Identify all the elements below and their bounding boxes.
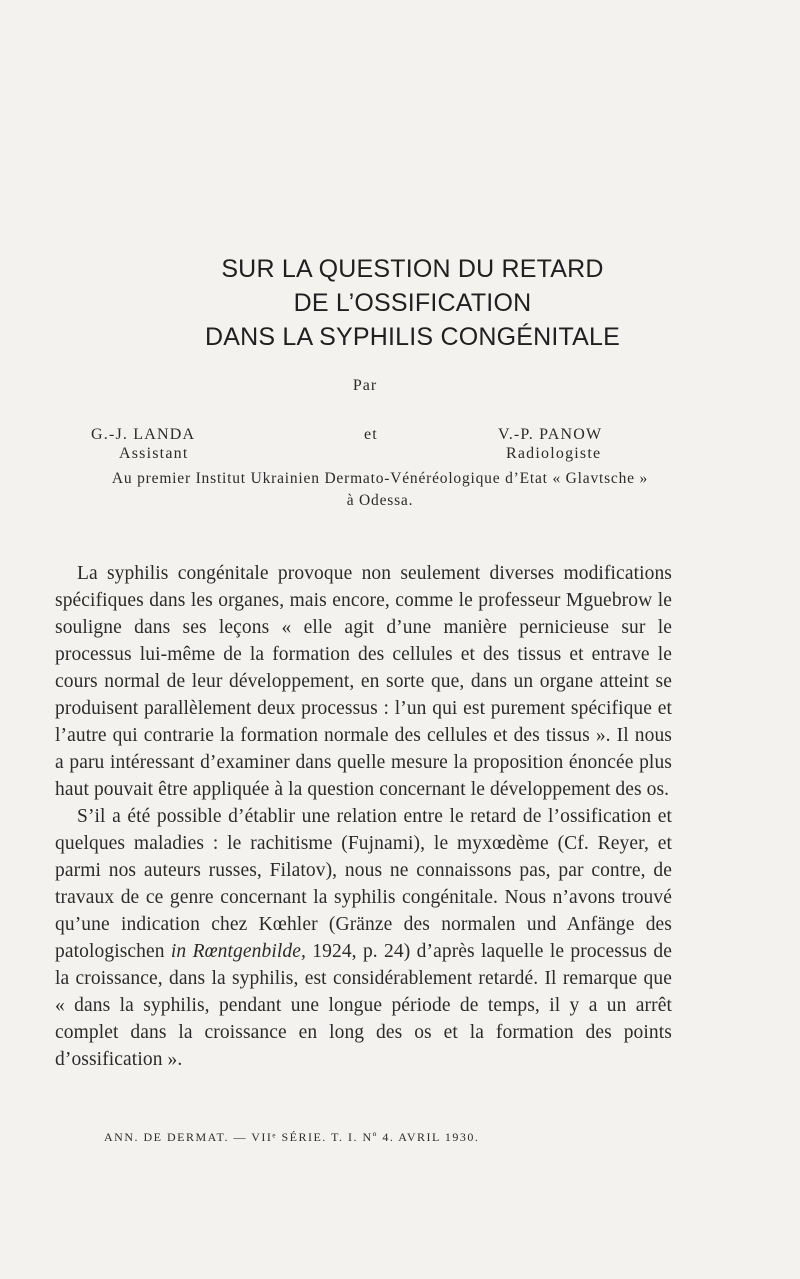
title-line-3: DANS LA SYPHILIS CONGÉNITALE [205,323,620,351]
authors-block [58,426,708,464]
paragraph-2-italic: in Rœntgenbilde, [170,941,306,962]
author-1-role: Assistant [119,445,189,462]
title-line-1: SUR LA QUESTION DU RETARD [221,255,604,283]
author-2-role: Radiologiste [506,445,602,462]
paragraph-1: La syphilis congénitale provoque non seulement diverses modifications spécifiques dans les organes, mais encore, comme le professeur Mguebrow le souligne dans ses leçons « elle agit d’une manière pernicieuse sur le processus lui-même de la formation des cellules et des tissus et entrave le cours normal de leur développement, en sorte que, dans un organe atteint se produisent parallèlement deux processus : l’un qui est purement spécifique et l’autre qui contrarie la formation normale des cellules et des tissus ». Il nous a paru intéressant d’examiner dans quelle mesure la proposition énoncée plus haut pouvait être appliquée à la question concernant le développement des os. [55,563,672,800]
author-2-name: V.-P. PANOW [498,426,603,443]
authors-connector: et [364,426,378,443]
title-line-2: DE L’OSSIFICATION [293,289,532,317]
paragraph-2-part-1: S’il a été possible d’établir une relation entre le retard de l’ossification et quelques maladies : le rachitisme (Fujnami), le myxœdème (Cf. Reyer, et parmi nos auteurs russes, Filatov), nous ne connaissons pas, par contre, de travaux de ce genre concernant la syphilis congénitale. Nous n’avons trouvé qu’une indication chez Kœhler (Gränze des normalen und Anfänge des patologischen [55,806,672,962]
paragraph-2-part-2: 1924, p. 24) d’après laquelle le processus de la croissance, dans la syphilis, est considérablement retardé. Il remarque que « dans la syphilis, pendant une longue période de temps, il y a un arrêt complet dans la croissance en long des os et la formation des points d’ossification ». [55,941,673,1070]
institution-line-2: à Odessa. [346,492,414,509]
byline: Par [352,377,378,394]
institution-line-1: Au premier Institut Ukrainien Dermato-Vénéréologique d’Etat « Glavtsche » [111,470,649,487]
author-1-name: G.-J. LANDA [91,426,196,443]
article-title [60,252,765,354]
article-body [55,560,672,1073]
journal-footer: ANN. DE DERMAT. — VIIᵉ SÉRIE. T. I. Nº 4. AVRIL 1930. [104,1130,480,1144]
paragraph-2 [55,803,672,1073]
institution [55,468,705,512]
